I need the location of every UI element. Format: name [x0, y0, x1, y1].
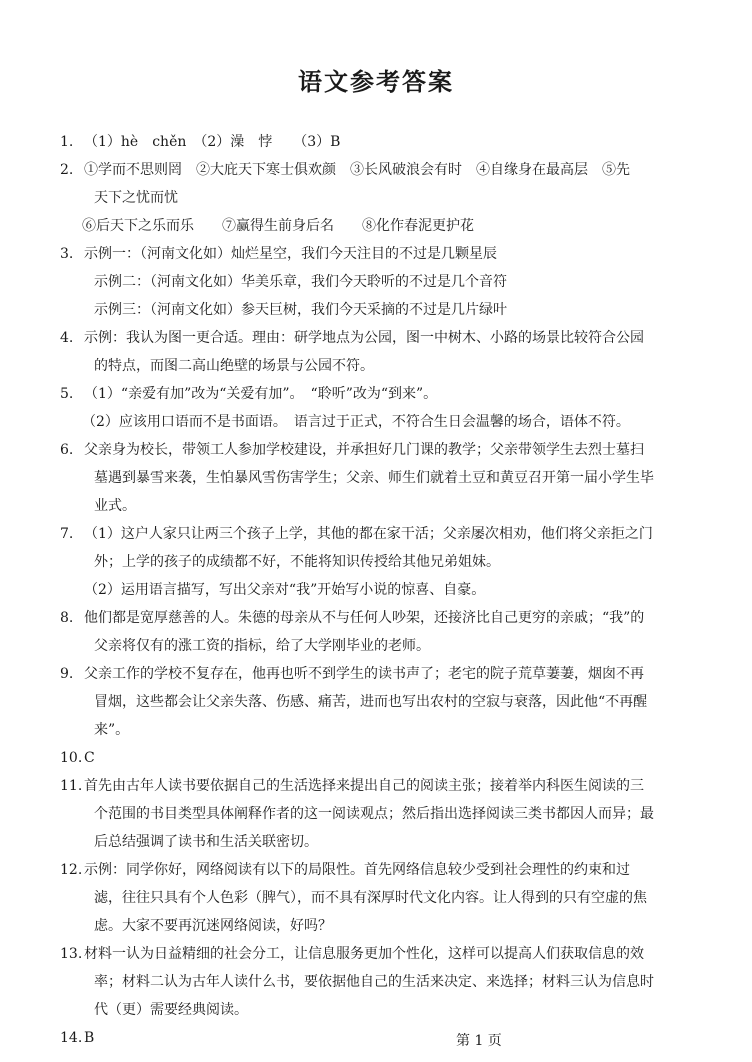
answer-item-7 [60, 520, 700, 604]
answer-text: 滤，往往只具有个人色彩（脾气），而不具有深厚时代文化内容。让人得到的只有空虚的焦 [94, 890, 647, 906]
answer-item-1 [60, 128, 700, 156]
answer-text: B [84, 1030, 95, 1046]
answer-text: 他们都是宽厚慈善的人。朱德的母亲从不与任何人吵架，还接济比自己更穷的亲戚；“我”的 [84, 610, 645, 626]
answer-text: 示例二：（河南文化如）华美乐章，我们今天聆听的不过是几个音符 [94, 274, 507, 290]
answer-text: 率；材料二认为古年人读什么书，要依据他自己的生活来决定、来选择；材料三认为信息时 [94, 974, 654, 990]
answer-text: 示例：我认为图一更合适。理由：研学地点为公园，图一中树木、小路的场景比较符合公园 [84, 330, 644, 346]
answer-text: 的特点，而图二高山绝壁的场景与公园不符。 [94, 358, 374, 374]
answer-text: 天下之忧而忧 [94, 190, 178, 206]
answer-number: 7. [60, 526, 74, 542]
answer-item-8 [60, 604, 700, 660]
answer-text: 后总结强调了读书和生活关联密切。 [94, 834, 318, 850]
page-number: 第 1 页 [456, 1033, 502, 1049]
answer-number: 4. [60, 330, 74, 346]
answer-item-12 [60, 856, 700, 940]
answer-number: 1. [60, 134, 74, 150]
answer-text: 冒烟，这些都会让父亲失落、伤感、痛苦，进而也写出农村的空寂与衰落，因此他“不再醒 [94, 694, 648, 710]
answer-number: 11. [60, 778, 83, 794]
answer-number: 14. [60, 1030, 83, 1046]
answer-text: 示例：同学你好，网络阅读有以下的局限性。首先网络信息较少受到社会理性的约束和过 [84, 862, 630, 878]
answer-text: ①学而不思则罔 ②大庇天下寒士俱欢颜 ③长风破浪会有时 ④自缘身在最高层 ⑤先 [84, 162, 630, 178]
answer-text: （1）“亲爱有加”改为“关爱有加”。 “聆听”改为“到来”。 [84, 386, 438, 402]
answer-item-10 [60, 744, 700, 772]
answer-item-5 [60, 380, 700, 436]
answer-item-2 [60, 156, 700, 240]
answer-text: 示例三：（河南文化如）参天巨树，我们今天采摘的不过是几片绿叶 [94, 302, 507, 318]
answer-number: 13. [60, 946, 83, 962]
answer-item-9 [60, 660, 700, 744]
answer-text: 父亲将仅有的涨工资的指标，给了大学刚毕业的老师。 [94, 638, 430, 654]
answer-text: 代（更）需要经典阅读。 [94, 1002, 248, 1018]
answer-text: 材料一认为日益精细的社会分工，让信息服务更加个性化，这样可以提高人们获取信息的效 [84, 946, 644, 962]
answer-text: （1）hè chěn （2）澡 悖 （3）B [84, 134, 341, 150]
answer-text: 首先由古年人读书要依据自己的生活选择来提出自己的阅读主张；接着举内科医生阅读的三 [84, 778, 644, 794]
answer-item-4 [60, 324, 700, 380]
answer-item-3 [60, 240, 700, 324]
answer-text: （1）这户人家只让两三个孩子上学，其他的都在家干活；父亲屡次相劝，他们将父亲拒之门 [84, 526, 653, 542]
answer-text: （2）应该用口语而不是书面语。 语言过于正式，不符合生日会温馨的场合，语体不符。 [82, 414, 630, 430]
answer-number: 10. [60, 750, 83, 766]
answer-number: 3. [60, 246, 74, 262]
answer-item-11 [60, 772, 700, 856]
answer-text: 父亲工作的学校不复存在，他再也听不到学生的读书声了；老宅的院子荒草萋萋，烟囱不再 [84, 666, 644, 682]
answer-number: 5. [60, 386, 74, 402]
answer-list [60, 128, 700, 1052]
answer-text: 业式。 [94, 498, 136, 514]
answer-text: 外；上学的孩子的成绩都不好，不能将知识传授给其他兄弟姐妹。 [94, 554, 500, 570]
answer-item-14 [60, 1024, 700, 1052]
answer-item-6 [60, 436, 700, 520]
answer-number: 2. [60, 162, 74, 178]
page-title: 语文参考答案 [298, 68, 454, 96]
answer-text: （2）运用语言描写，写出父亲对“我”开始写小说的惊喜、自豪。 [84, 582, 486, 598]
answer-number: 9. [60, 666, 74, 682]
answer-text: 虑。大家不要再沉迷网络阅读，好吗？ [94, 918, 332, 934]
answer-text: ⑥后天下之乐而乐 ⑦赢得生前身后名 ⑧化作春泥更护花 [82, 218, 474, 234]
answer-item-13 [60, 940, 700, 1024]
answer-text: 来”。 [94, 722, 130, 738]
answer-number: 8. [60, 610, 74, 626]
answer-text: 墓遇到暴雪来袭，生怕暴风雪伤害学生；父亲、师生们就着土豆和黄豆召开第一届小学生毕 [94, 470, 654, 486]
answer-text: 父亲身为校长，带领工人参加学校建设，并承担好几门课的教学；父亲带领学生去烈士墓扫 [84, 442, 644, 458]
answer-number: 12. [60, 862, 83, 878]
answer-text: C [84, 750, 95, 766]
answer-number: 6. [60, 442, 74, 458]
answer-text: 个范围的书目类型具体阐释作者的这一阅读观点；然后指出选择阅读三类书都因人而异；最 [94, 806, 654, 822]
answer-text: 示例一：（河南文化如）灿烂星空，我们今天注目的不过是几颗星辰 [84, 246, 497, 262]
